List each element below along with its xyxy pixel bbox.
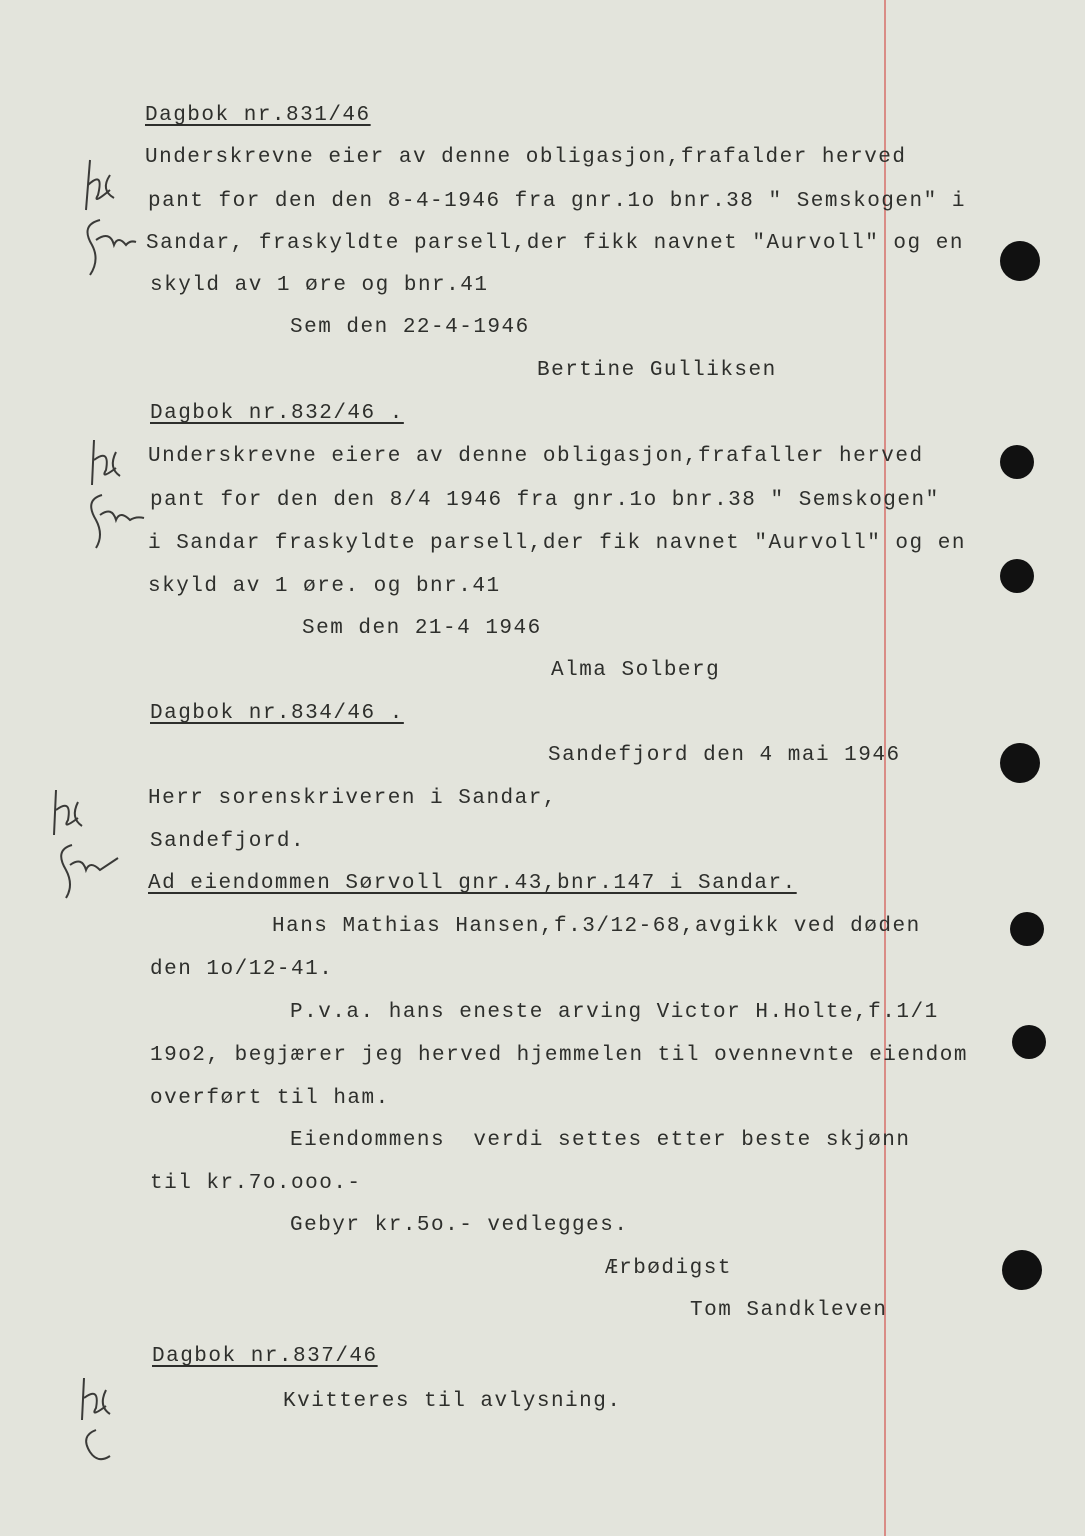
entry-signature: Alma Solberg xyxy=(551,659,721,682)
address-line: Sandefjord. xyxy=(150,830,306,853)
entry-text-line: Sandar, fraskyldte parsell,der fikk navnet "Aurvoll" og en xyxy=(146,232,964,255)
margin-initials-handwriting xyxy=(80,430,150,550)
entry-heading: Dagbok nr.831/46 xyxy=(145,104,371,127)
entry-place-date: Sem den 21-4 1946 xyxy=(302,617,542,640)
entry-text-line: Underskrevne eier av denne obligasjon,frafalder herved xyxy=(145,146,907,169)
body-line: Hans Mathias Hansen,f.3/12-68,avgikk ved døden xyxy=(272,915,921,938)
body-line: til kr.7o.ooo.- xyxy=(150,1172,362,1195)
punch-hole xyxy=(1000,241,1040,281)
entry-text-line: pant for den den 8/4 1946 fra gnr.1o bnr.38 " Semskogen" xyxy=(150,489,940,512)
closing-line: Ærbødigst xyxy=(605,1257,732,1280)
entry-text-line: Kvitteres til avlysning. xyxy=(283,1390,622,1413)
body-line: overført til ham. xyxy=(150,1087,390,1110)
body-line: Eiendommens verdi settes etter beste skjønn xyxy=(290,1129,911,1152)
entry-signature: Tom Sandkleven xyxy=(690,1299,888,1322)
subject-line: Ad eiendommen Sørvoll gnr.43,bnr.147 i Sandar. xyxy=(148,872,797,895)
entry-heading: Dagbok nr.834/46 . xyxy=(150,702,404,725)
body-line: den 1o/12-41. xyxy=(150,958,334,981)
entry-text-line: i Sandar fraskyldte parsell,der fik navnet "Aurvoll" og en xyxy=(148,532,966,555)
entry-heading: Dagbok nr.832/46 . xyxy=(150,402,404,425)
body-line: P.v.a. hans eneste arving Victor H.Holte,f.1/1 xyxy=(290,1001,939,1024)
punch-hole xyxy=(1000,445,1034,479)
entry-text-line: skyld av 1 øre og bnr.41 xyxy=(150,274,489,297)
punch-hole xyxy=(1000,559,1034,593)
entry-place-date: Sem den 22-4-1946 xyxy=(290,316,530,339)
punch-hole xyxy=(1002,1250,1042,1290)
punch-hole xyxy=(1012,1025,1046,1059)
entry-signature: Bertine Gulliksen xyxy=(537,359,777,382)
entry-text-line: skyld av 1 øre. og bnr.41 xyxy=(148,575,501,598)
margin-initials-handwriting xyxy=(70,1370,130,1470)
body-line: Gebyr kr.5o.- vedlegges. xyxy=(290,1214,629,1237)
address-line: Herr sorenskriveren i Sandar, xyxy=(148,787,557,810)
margin-initials-handwriting xyxy=(42,780,122,900)
punch-hole xyxy=(1010,912,1044,946)
entry-heading: Dagbok nr.837/46 xyxy=(152,1345,378,1368)
body-line: 19o2, begjærer jeg herved hjemmelen til ovennevnte eiendom xyxy=(150,1044,968,1067)
entry-place-date: Sandefjord den 4 mai 1946 xyxy=(548,744,901,767)
entry-text-line: pant for den den 8-4-1946 fra gnr.1o bnr.38 " Semskogen" i xyxy=(148,190,966,213)
margin-initials-handwriting xyxy=(70,150,140,280)
punch-hole xyxy=(1000,743,1040,783)
entry-text-line: Underskrevne eiere av denne obligasjon,frafaller herved xyxy=(148,445,924,468)
